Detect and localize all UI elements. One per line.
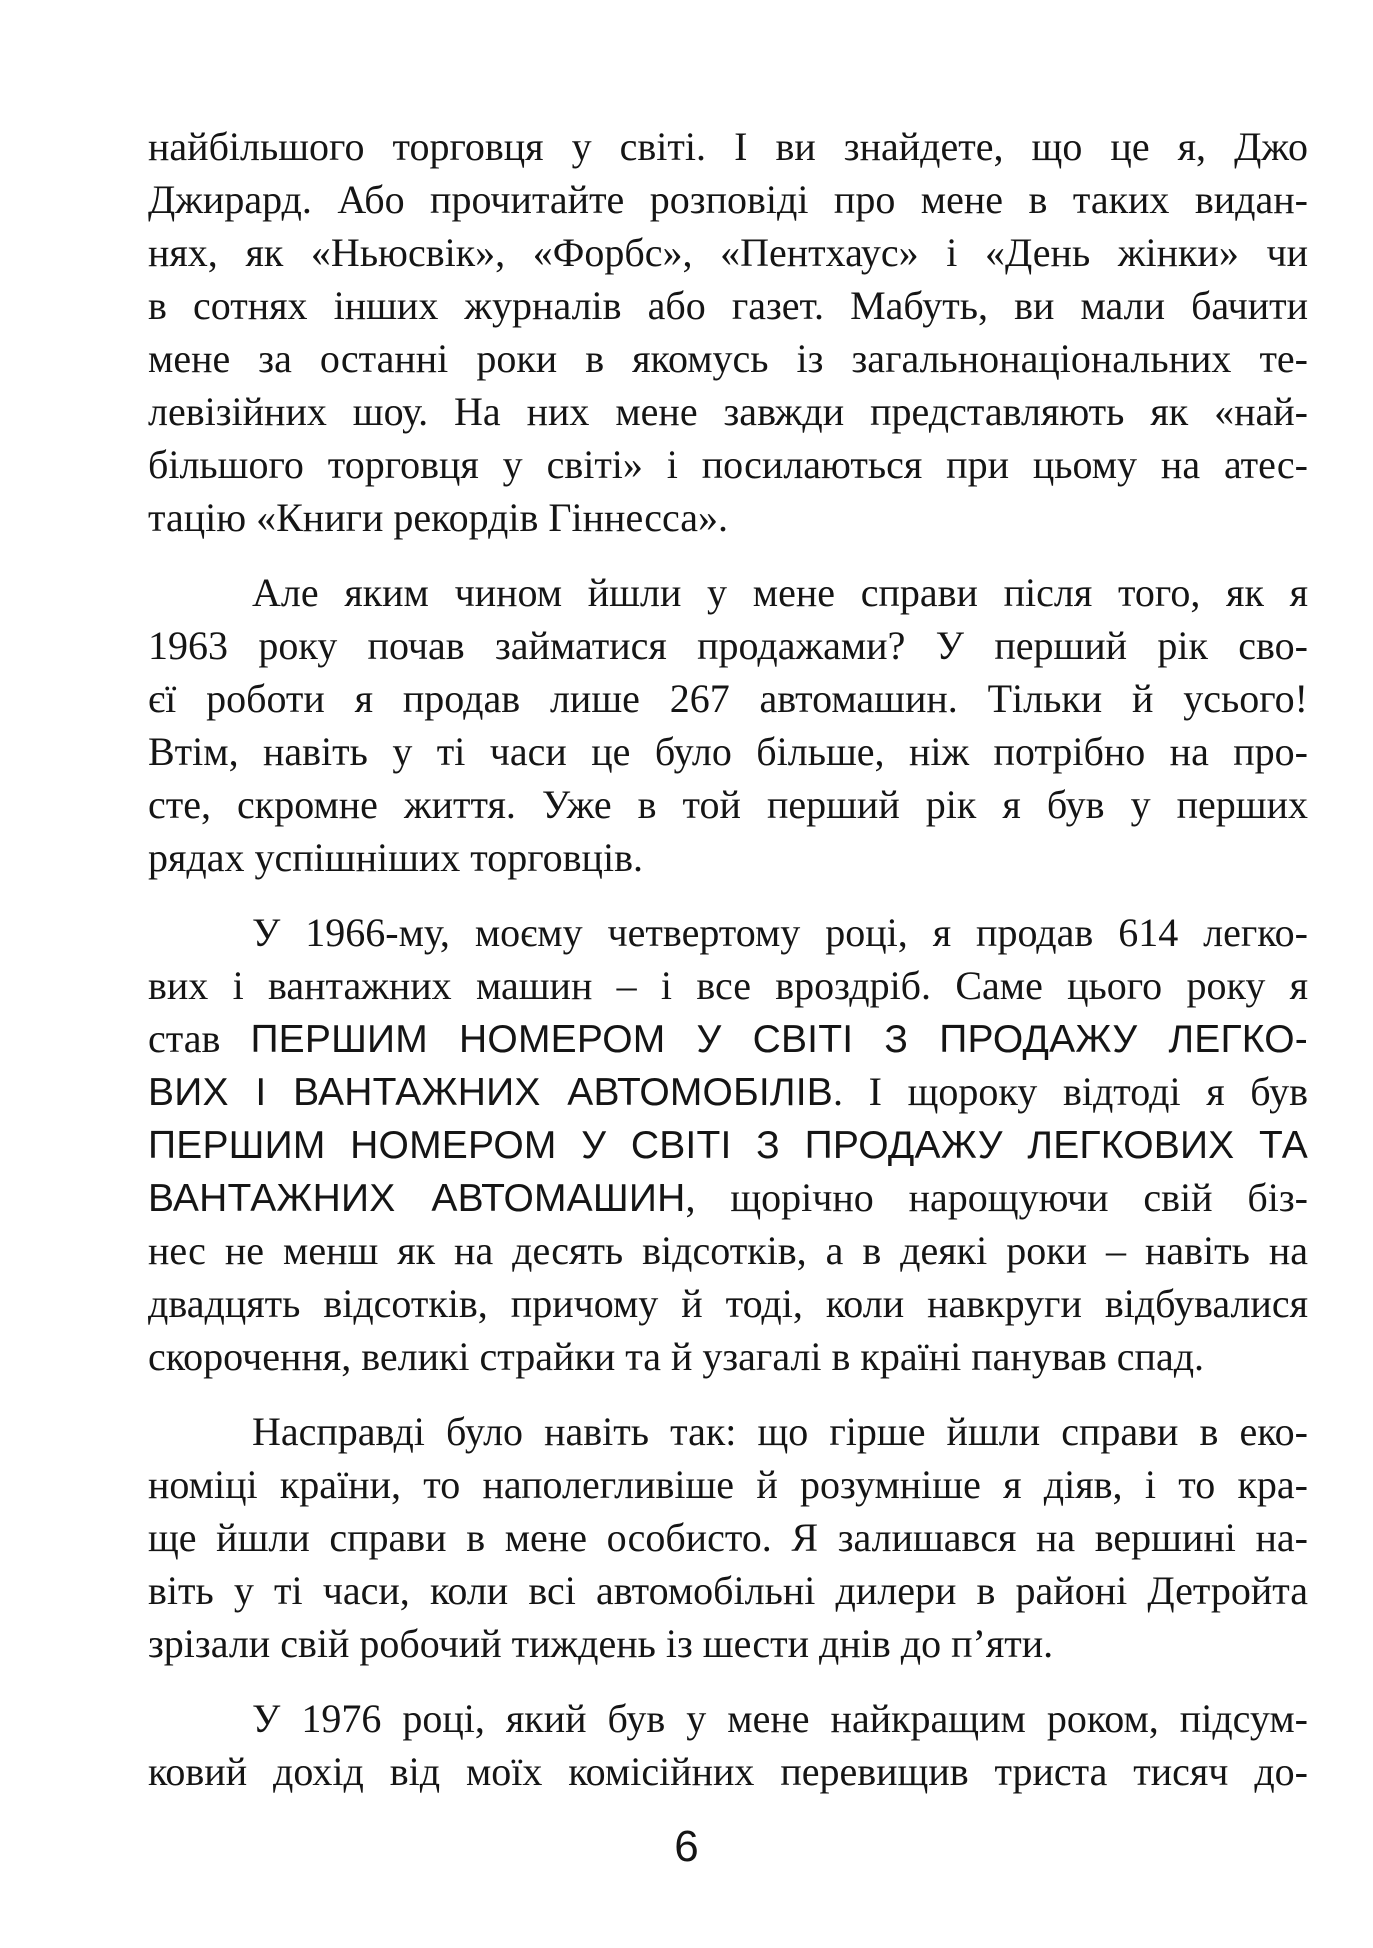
text-line: левізійних шоу. На них мене завжди представляють як «най- bbox=[148, 389, 1308, 434]
text-line: нях, як «Ньюсвік», «Форбс», «Пентхаус» і «День жінки» чи bbox=[148, 230, 1308, 275]
text-line: Але яким чином йшли у мене справи після того, як я bbox=[252, 570, 1308, 615]
text-line: скорочення, великі страйки та й узагалі в країні панував спад. bbox=[148, 1334, 1205, 1379]
paragraph-3 bbox=[148, 906, 1308, 1383]
text-fragment: , щорічно нарощуючи свій біз- bbox=[685, 1175, 1308, 1220]
text-line: У 1966-му, моєму четвертому році, я продав 614 легко- bbox=[252, 910, 1308, 955]
text-line: 1963 року почав займатися продажами? У перший рік сво- bbox=[148, 623, 1308, 668]
book-page bbox=[148, 120, 1308, 1798]
paragraph-4 bbox=[148, 1405, 1308, 1670]
text-line-mixed bbox=[148, 1171, 1308, 1224]
text-line: Втім, навіть у ті часи це було більше, ніж потрібно на про- bbox=[148, 729, 1308, 774]
text-line: Насправді було навіть так: що гірше йшли справи в еко- bbox=[252, 1409, 1308, 1454]
paragraph-2 bbox=[148, 566, 1308, 884]
text-line: мене за останні роки в якомусь із загальнонаціональних те- bbox=[148, 336, 1308, 381]
text-line-mixed bbox=[148, 1118, 1308, 1171]
text-line: більшого торговця у світі» і посилаються при цьому на атес- bbox=[148, 442, 1308, 487]
text-line: ще йшли справи в мене особисто. Я залишався на вершині на- bbox=[148, 1515, 1308, 1560]
paragraph-1 bbox=[148, 120, 1308, 544]
text-line: єї роботи я продав лише 267 автомашин. Тільки й усього! bbox=[148, 676, 1308, 721]
text-line: сте, скромне життя. Уже в той перший рік я був у перших bbox=[148, 782, 1308, 827]
emphasis-caps: ВАНТАЖНИХ АВТОМАШИН bbox=[148, 1177, 686, 1220]
page-number: 6 bbox=[674, 1822, 699, 1871]
emphasis-caps: ПЕРШИМ НОМЕРОМ У СВІТІ З ПРОДАЖУ ЛЕГКО- bbox=[250, 1018, 1308, 1061]
text-line-mixed bbox=[148, 1065, 1308, 1118]
text-line: рядах успішніших торговців. bbox=[148, 835, 643, 880]
text-line: Джирард. Або прочитайте розповіді про мене в таких видан- bbox=[148, 177, 1308, 222]
text-line: нес не менш як на десять відсотків, а в деякі роки – навіть на bbox=[148, 1228, 1308, 1273]
text-line: двадцять відсотків, причому й тоді, коли навкруги відбувалися bbox=[148, 1281, 1308, 1326]
emphasis-caps: ПЕРШИМ НОМЕРОМ У СВІТІ З ПРОДАЖУ ЛЕГКОВИХ ТА bbox=[148, 1124, 1308, 1167]
text-fragment: . І щороку відтоді я був bbox=[832, 1069, 1308, 1114]
text-line: тацію «Книги рекордів Гіннесса». bbox=[148, 495, 728, 540]
text-line: найбільшого торговця у світі. І ви знайдете, що це я, Джо bbox=[148, 124, 1308, 169]
paragraph-5 bbox=[148, 1692, 1308, 1798]
text-line: вих і вантажних машин – і все вроздріб. Саме цього року я bbox=[148, 963, 1308, 1008]
text-line: зрізали свій робочий тиждень із шести днів до п’яти. bbox=[148, 1621, 1054, 1666]
emphasis-caps: ВИХ І ВАНТАЖНИХ АВТОМОБІЛІВ bbox=[148, 1071, 833, 1114]
text-line-mixed bbox=[148, 1012, 1308, 1065]
text-fragment: став bbox=[148, 1016, 251, 1061]
text-line: віть у ті часи, коли всі автомобільні дилери в районі Детройта bbox=[148, 1568, 1308, 1613]
text-line: ковий дохід від моїх комісійних перевищив триста тисяч до- bbox=[148, 1749, 1308, 1794]
text-line: в сотнях інших журналів або газет. Мабуть, ви мали бачити bbox=[148, 283, 1308, 328]
text-line: номіці країни, то наполегливіше й розумніше я діяв, і то кра- bbox=[148, 1462, 1308, 1507]
text-line: У 1976 році, який був у мене найкращим роком, підсум- bbox=[252, 1696, 1308, 1741]
